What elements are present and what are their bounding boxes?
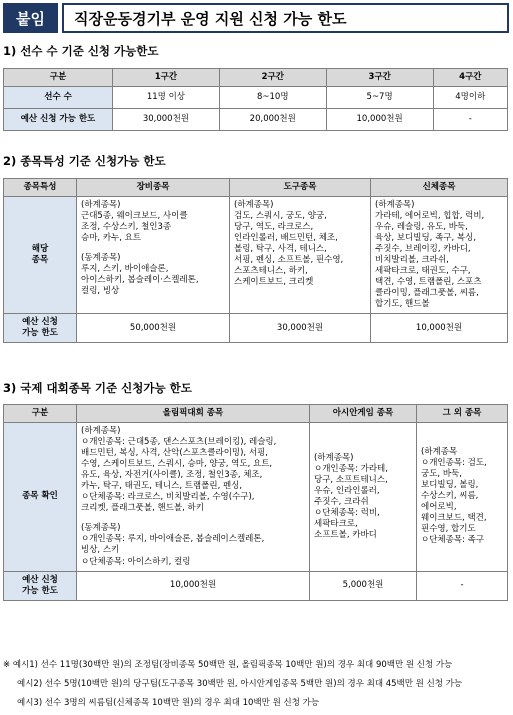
table-row (4, 571, 508, 600)
col-header: 1구간 (113, 69, 220, 87)
asian-games-sports-cell (310, 423, 417, 572)
col-header: 도구종목 (230, 179, 371, 197)
group-heading: (하계종목) (81, 426, 121, 436)
sport-list: 루지, 스키, 바이애슬론, 아이스하키, 봅슬레이·스켈레톤, 컬링, 빙상 (81, 264, 199, 297)
col-header: 구분 (4, 405, 77, 423)
group-heading: (하계종목) (314, 453, 354, 463)
sport-list: ㅇ단체종목: 아이스하키, 컬링 (81, 556, 191, 567)
group-heading: (하계종목) (375, 200, 415, 210)
cell: - (433, 109, 507, 131)
cell: 30,000천원 (113, 109, 220, 131)
body-sports-cell (371, 197, 508, 314)
sport-list: ㅇ개인종목: 근대5종, 댄스스포츠(브레이킹), 레슬링, 배드민턴, 복싱, 사격, 산악(스포츠클라이밍), 서핑, 수영, 스케이트보드, 스쿼시, 승마, 양궁, 역도, 요트, 유도, 육상, 자전거(사이클), 조정, 철인3종, 체조, 카누, 탁구, 태권도, 테니스, 트램폴린, 펜싱, (81, 437, 277, 492)
table-row (4, 87, 508, 109)
row-label: 예산 신청 가능 한도 (4, 109, 113, 131)
other-sports-cell (417, 423, 508, 572)
col-header: 4구간 (433, 69, 507, 87)
table-row (4, 423, 508, 572)
col-header: 구분 (4, 69, 113, 87)
row-label: 종목 확인 (4, 423, 77, 572)
page-title: 직장운동경기부 운영 지원 신청 가능 한도 (62, 3, 509, 33)
row-label: 해당 종목 (4, 197, 77, 314)
athlete-count-table (3, 68, 508, 131)
col-header: 신체종목 (371, 179, 508, 197)
cell: 4명이하 (433, 87, 507, 109)
olympic-sports-cell (77, 423, 310, 572)
cell: 10,000천원 (77, 571, 310, 600)
tool-sports-cell (230, 197, 371, 314)
attachment-badge: 붙임 (3, 3, 58, 33)
col-header: 아시안게임 종목 (310, 405, 417, 423)
cell: 8~10명 (219, 87, 326, 109)
group-heading: (동계종목) (81, 523, 121, 534)
group-heading: (동계종목) (81, 253, 121, 264)
sport-list: ㅇ단체종목: 라크로스, 비치발리볼, 수영(수구), 크리켓, 플래그풋볼, 핸드볼, 하키 (81, 492, 255, 514)
section2-title: 2) 종목특성 기준 신청가능 한도 (3, 154, 166, 168)
group-heading: (하계종목) (81, 200, 121, 210)
sport-list: 가라테, 에어로빅, 힙합, 럭비, 우슈, 레슬링, 유도, 바둑, 육상, 보디빌딩, 족구, 복싱, 주짓수, 브레이킹, 카바디, 비치발리볼, 크라쉬, 세팍타크로, 태권도, 수구, 택견, 수영, 트램폴린, 스포츠 클라이밍, 플래그풋볼, 씨름, 합기도, 핸드볼 (375, 211, 485, 310)
col-header: 그 외 종목 (417, 405, 508, 423)
cell: 20,000천원 (219, 109, 326, 131)
cell: 11명 이상 (113, 87, 220, 109)
sport-list: 근대5종, 웨이크보드, 사이클 조정, 수상스키, 철인3종 승마, 카누, 요트 (81, 211, 188, 244)
cell: 30,000천원 (230, 314, 371, 343)
international-event-table (3, 404, 508, 601)
sport-list: ㅇ개인종목: 검도, 궁도, 바둑, 보디빌딩, 볼링, 수상스키, 씨름, 에어로빅, 웨이크보드, 택견, 핀수영, 합기도 (421, 458, 487, 535)
example-note: 예시2) 선수 5명(10백만 원)의 당구팀(도구종목 30백만 원, 아시안게임종목 5백만 원)의 경우 최대 45백만 원 신청 가능 (17, 679, 463, 689)
group-heading: (하계종목) (234, 200, 274, 210)
section1-title: 1) 선수 수 기준 신청 가능한도 (3, 44, 159, 58)
col-header: 종목특성 (4, 179, 77, 197)
example-note: 예시3) 선수 3명의 씨름팀(신체종목 10백만 원)의 경우 최대 10백만 원 신청 가능 (17, 698, 320, 708)
col-header: 3구간 (326, 69, 433, 87)
row-label: 선수 수 (4, 87, 113, 109)
col-header: 장비종목 (77, 179, 230, 197)
row-label: 예산 신청 가능 한도 (4, 314, 77, 343)
table-row (4, 314, 508, 343)
cell: 5,000천원 (310, 571, 417, 600)
sport-list: ㅇ단체종목: 럭비, 세팍타크로, 소프트볼, 카바디 (314, 508, 380, 541)
example-note: ※ 예시1) 선수 11명(30백만 원)의 조정팀(장비종목 50백만 원, 올림픽종목 10백만 원)의 경우 최대 90백만 원 신청 가능 (3, 660, 453, 670)
sport-type-table (3, 178, 508, 343)
equipment-sports-cell (77, 197, 230, 314)
sport-list: ㅇ개인종목: 가라테, 당구, 소프트테니스, 우슈, 인라인롤러, 주짓수, 크라쉬 (314, 464, 388, 508)
table-row (4, 197, 508, 314)
sport-list: ㅇ단체종목: 족구 (421, 535, 485, 546)
section3-title: 3) 국제 대회종목 기준 신청가능 한도 (3, 381, 192, 395)
cell: 50,000천원 (77, 314, 230, 343)
cell: 5~7명 (326, 87, 433, 109)
table-row (4, 109, 508, 131)
cell: - (417, 571, 508, 600)
group-heading: (하계종목 (421, 447, 458, 457)
cell: 10,000천원 (371, 314, 508, 343)
col-header: 2구간 (219, 69, 326, 87)
page-header (3, 3, 509, 33)
row-label: 예산 신청 가능 한도 (4, 571, 77, 600)
sport-list: 검도, 스쿼시, 궁도, 양궁, 당구, 역도, 라크로스, 인라인롤러, 배드민턴, 체조, 볼링, 탁구, 사격, 테니스, 서핑, 펜싱, 소프트볼, 핀수영, 스포츠테니스, 하키, 스케이트보드, 크리켓 (234, 211, 344, 288)
col-header: 올림픽대회 종목 (77, 405, 310, 423)
cell: 10,000천원 (326, 109, 433, 131)
sport-list: ㅇ개인종목: 루지, 바이애슬론, 봅슬레이스켈레톤, 빙상, 스키 (81, 534, 265, 556)
